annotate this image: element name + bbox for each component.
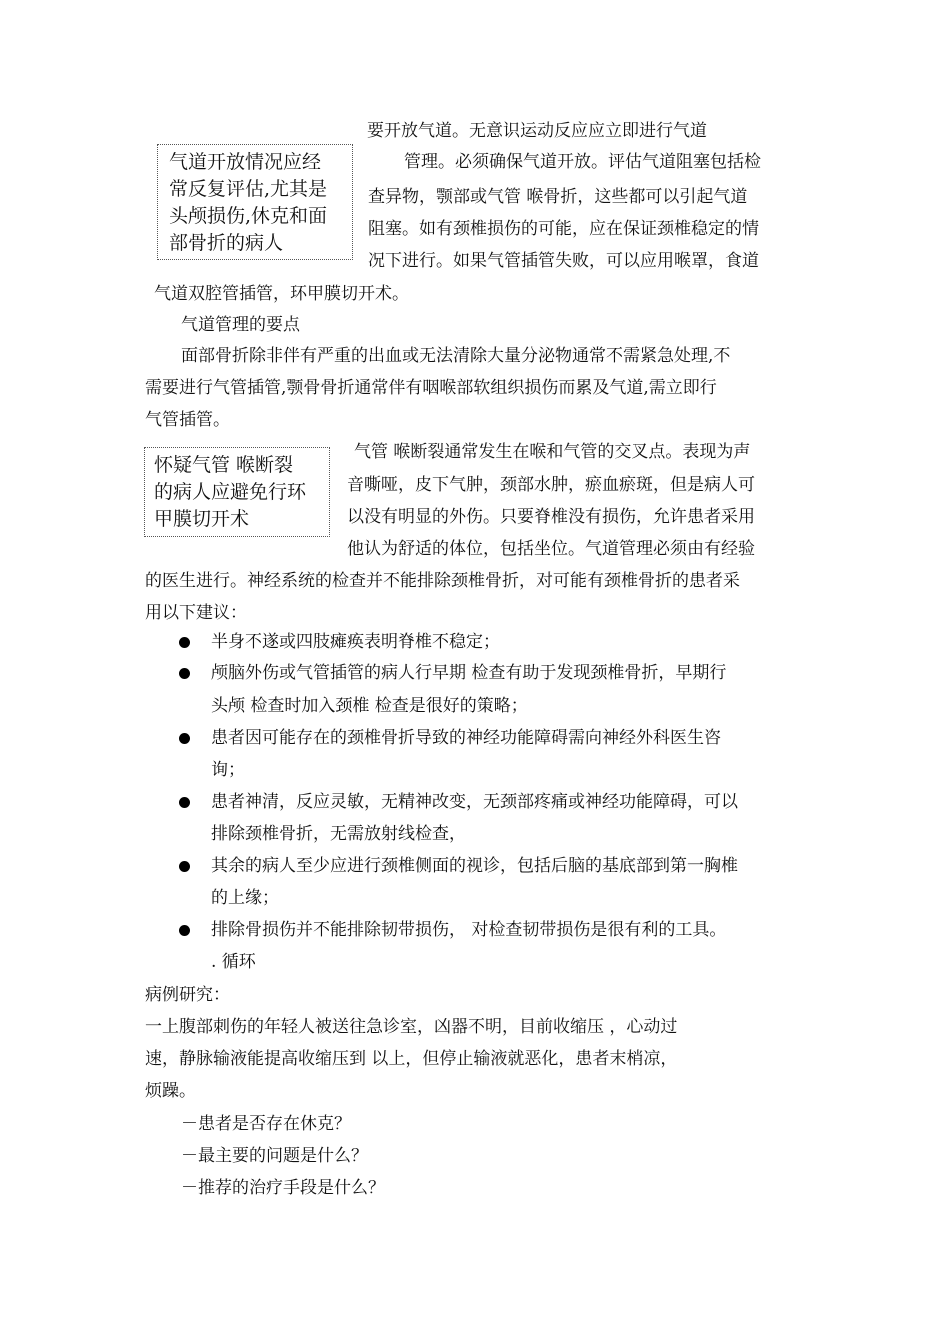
para1-line: 阻塞。如有颈椎损伤的可能，应在保证颈椎稳定的情 <box>368 219 759 239</box>
para2-line: 面部骨折除非伴有严重的出血或无法清除大量分泌物通常不需紧急处理,不 <box>181 346 731 366</box>
bullet-item-line: 的上缘； <box>211 888 279 908</box>
bullet-dot <box>179 637 190 648</box>
bullet-dot <box>179 861 190 872</box>
para3-line: 用以下建议： <box>145 603 247 623</box>
bullet-item-line: 患者神清，反应灵敏，无精神改变，无颈部疼痛或神经功能障碍，可以 <box>211 792 738 812</box>
para3-line: 音嘶哑，皮下气肿，颈部水肿，瘀血瘀斑，但是病人可 <box>347 475 755 495</box>
bullet-dot <box>179 668 190 679</box>
bullet-item-line: 排除颈椎骨折，无需放射线检查， <box>211 824 466 844</box>
case-study-line: 一上腹部刺伤的年轻人被送往急诊室，凶器不明，目前收缩压 ，心动过 <box>145 1017 678 1037</box>
bullet-item-line: 头颅 检查时加入颈椎 检查是很好的策略； <box>211 696 528 716</box>
bullet-dot <box>179 797 190 808</box>
sidebar-note-1-line: 部骨折的病人 <box>169 232 284 254</box>
case-study-line: 烦躁。 <box>145 1081 196 1101</box>
bullet-item-line: 其余的病人至少应进行颈椎侧面的视诊，包括后脑的基底部到第一胸椎 <box>211 856 738 876</box>
para1-line: 查异物，颚部或气管 喉骨折，这些都可以引起气道 <box>368 187 748 207</box>
question-item: －患者是否存在休克？ <box>181 1114 351 1134</box>
bullet-dot <box>179 925 190 936</box>
sidebar-note-1-line: 头颅损伤,休克和面 <box>169 205 328 227</box>
sidebar-note-1-line: 常反复评估,尤其是 <box>169 178 328 200</box>
sidebar-note-2-line: 甲膜切开术 <box>154 508 250 530</box>
para3-line: 气管 喉断裂通常发生在喉和气管的交叉点。表现为声 <box>354 442 751 462</box>
para1-line: 管理。必须确保气道开放。评估气道阻塞包括检 <box>404 152 761 172</box>
para2-line: 气管插管。 <box>145 410 230 430</box>
bullet-item-line: . 循环 <box>211 952 256 972</box>
para3-line: 的医生进行。神经系统的检查并不能排除颈椎骨折，对可能有颈椎骨折的患者采 <box>145 571 740 591</box>
sidebar-note-2-line: 怀疑气管 喉断裂 <box>154 454 294 476</box>
para1-line: 要开放气道。无意识运动反应应立即进行气道 <box>367 121 707 141</box>
bullet-item-line: 患者因可能存在的颈椎骨折导致的神经功能障碍需向神经外科医生咨 <box>211 728 721 748</box>
bullet-item-line: 半身不遂或四肢瘫痪表明脊椎不稳定； <box>211 632 500 652</box>
para3-line: 他认为舒适的体位，包括坐位。气道管理必须由有经验 <box>347 539 755 559</box>
para3-line: 以没有明显的外伤。只要脊椎没有损伤，允许患者采用 <box>347 507 755 527</box>
para1-line: 况下进行。如果气管插管失败，可以应用喉罩，食道 <box>368 251 759 271</box>
case-study-heading: 病例研究： <box>145 985 230 1005</box>
bullet-item-line: 询； <box>211 760 245 780</box>
para1-line: 气道双腔管插管，环甲膜切开术。 <box>154 284 409 304</box>
bullet-dot <box>179 733 190 744</box>
para2-line: 需要进行气管插管,颚骨骨折通常伴有咽喉部软组织损伤而累及气道,需立即行 <box>145 378 717 398</box>
sidebar-note-1-line: 气道开放情况应经 <box>169 151 322 173</box>
question-item: －推荐的治疗手段是什么？ <box>181 1178 385 1198</box>
section-heading: 气道管理的要点 <box>181 315 300 335</box>
question-item: －最主要的问题是什么？ <box>181 1146 368 1166</box>
bullet-item-line: 颅脑外伤或气管插管的病人行早期 检查有助于发现颈椎骨折，早期行 <box>211 663 727 683</box>
bullet-item-line: 排除骨损伤并不能排除韧带损伤， 对检查韧带损伤是很有利的工具。 <box>211 920 727 940</box>
case-study-line: 速，静脉输液能提高收缩压到 以上，但停止输液就恶化，患者末梢凉， <box>145 1049 678 1069</box>
sidebar-note-2-line: 的病人应避免行环 <box>154 481 307 503</box>
